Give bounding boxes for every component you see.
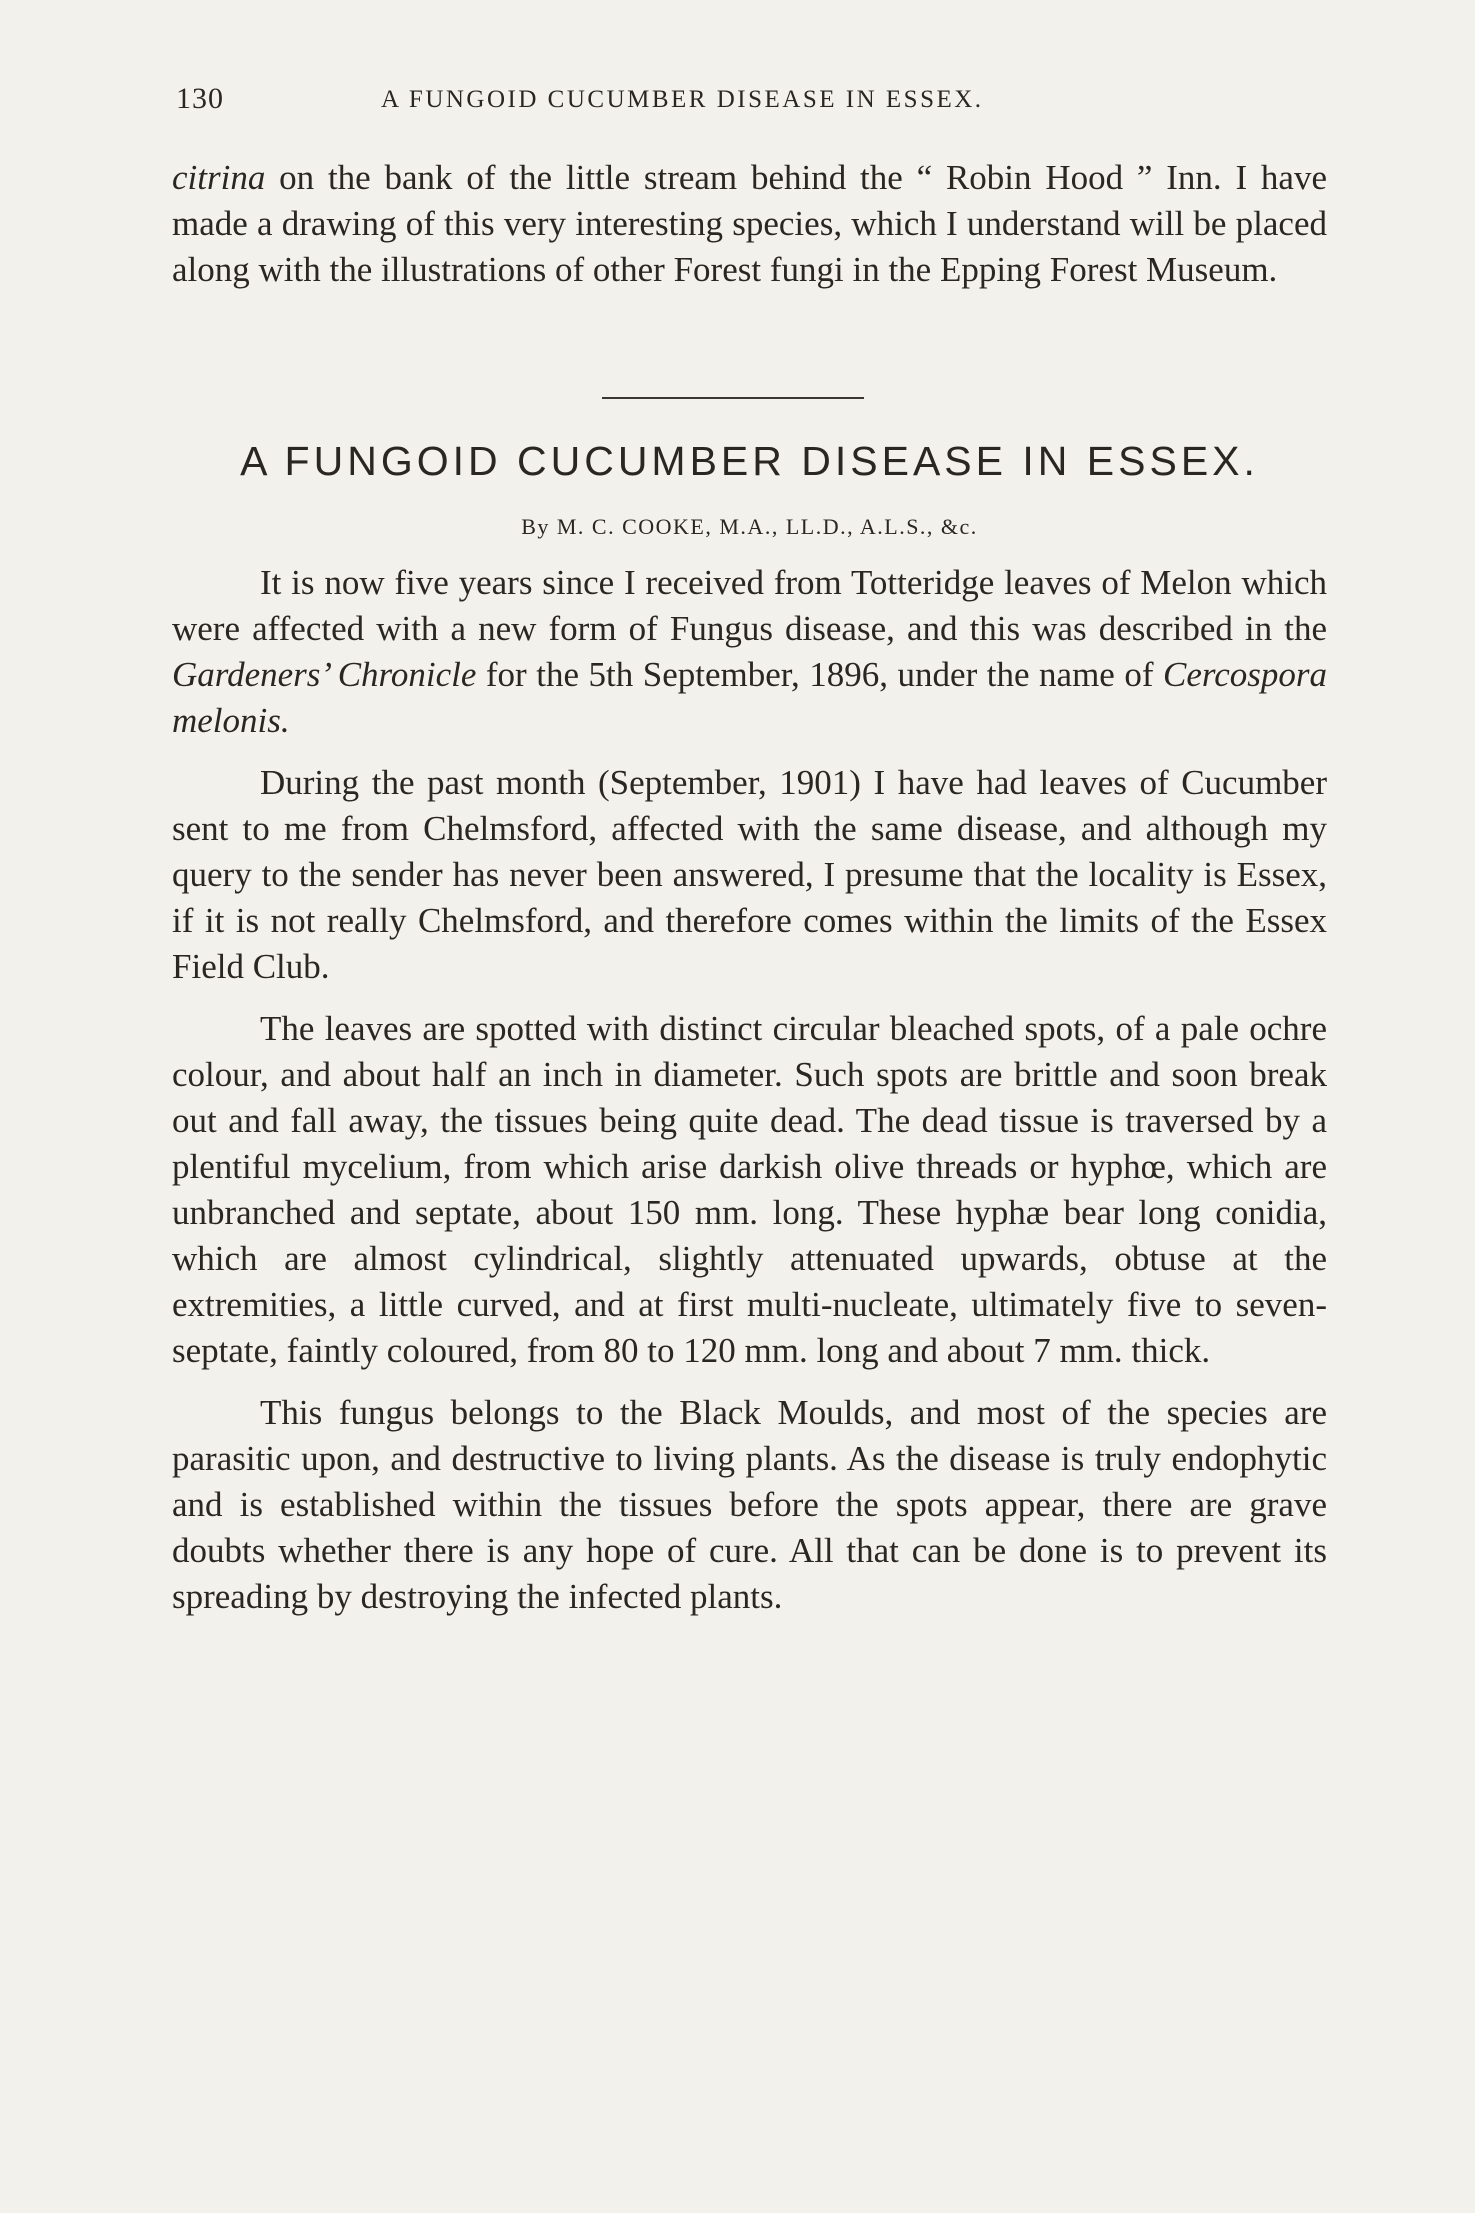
paragraph-1-text-a: It is now five years since I received from Totteridge leaves of Melon which were affected with a new form of Fungus disease, and this was described in the <box>172 563 1327 648</box>
section-divider <box>602 397 864 399</box>
paragraph-4: This fungus belongs to the Black Moulds, and most of the species are parasitic upon, and destructive to living plants. As the disease is truly endophytic and is established within the tissues before the spots appear, there are grave doubts whether there is any hope of cure. All that can be done is to prevent its spreading by destroying the infected plants. <box>172 1393 1327 1616</box>
paragraph-3: The leaves are spotted with distinct circular bleached spots, of a pale ochre colour, and about half an inch in diameter. Such spots are brittle and soon break out and fall away, the tissues being quite dead. The dead tissue is traversed by a plentiful mycelium, from which arise darkish olive threads or hyphœ, which are unbranched and septate, about 150 mm. long. These hyphæ bear long conidia, which are almost cylindrical, slightly attenuated upwards, obtuse at the extremities, a little curved, and at first multi-nucleate, ultimately five to seven-septate, faintly coloured, from 80 to 120 mm. long and about 7 mm. thick. <box>172 1009 1327 1370</box>
species-name: Cercospora melonis. <box>172 655 1327 740</box>
paragraph-1-text-b: for the 5th September, 1896, under the name of <box>476 655 1164 694</box>
paragraph-2: During the past month (September, 1901) I have had leaves of Cucumber sent to me from Chelmsford, affected with the same disease, and although my query to the sender has never been answered, I presume that the locality is Essex, if it is not really Chelmsford, and therefore comes within the limits of the Essex Field Club. <box>172 763 1327 986</box>
running-head <box>176 82 1326 126</box>
journal-title: Gardeners’ Chronicle <box>172 655 477 694</box>
page-number: 130 <box>176 82 224 115</box>
continuation-paragraph <box>172 155 1327 293</box>
article-title: A FUNGOID CUCUMBER DISEASE IN ESSEX. <box>240 438 1259 484</box>
article-body <box>172 560 1327 1636</box>
italic-species-name: citrina <box>172 158 266 197</box>
running-title: A FUNGOID CUCUMBER DISEASE IN ESSEX. <box>381 86 984 113</box>
continuation-text: on the bank of the little stream behind the “ Robin Hood ” Inn. I have made a drawing of this very interesting species, which I understand will be placed along with the illustrations of other Forest fungi in the Epping Forest Museum. <box>172 158 1327 289</box>
paragraph-1 <box>172 560 1327 744</box>
article-byline: By M. C. COOKE, M.A., LL.D., A.L.S., &c. <box>521 514 978 539</box>
